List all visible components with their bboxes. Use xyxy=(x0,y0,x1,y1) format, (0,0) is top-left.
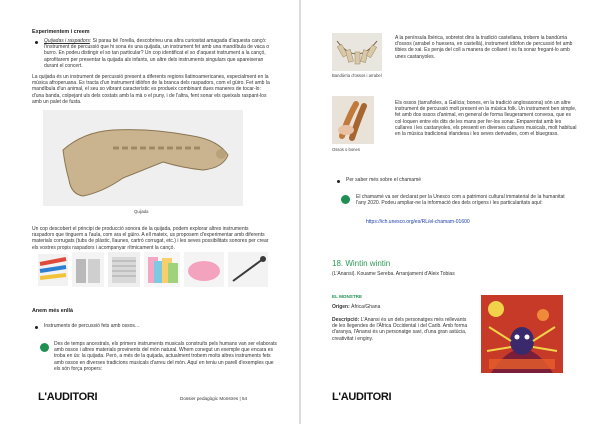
auditori-logo: L'AUDITORI xyxy=(332,391,392,403)
bullet-quijadas xyxy=(44,38,270,69)
monstre-tag: EL MONSTRE xyxy=(332,294,363,299)
footer-page-number: Dossier pedagògic Monstres | 54 xyxy=(180,396,248,401)
paragraph-bandurria: A la península Ibèrica, sobretot dins la tradició castellana, trobem la bandúrria d'ossos (arrabel o huesera, en castellà), instrument idiòfon de percussió fet amb tibies de xai. Es penja del coll a manera de collaret i es fa sonar fregant-lo amb unes castanyoles. xyxy=(395,35,573,60)
origin-line xyxy=(332,304,472,310)
anansi-illustration xyxy=(481,295,563,373)
bandurria-photo xyxy=(332,33,382,71)
paragraph-chamame: El chamamé va ser declarat per la Unesco com a patrimoni cultural immaterial de la humanitat l'any 2020. Podeu ampliar-ne la informació des dels orígens i les particularitats aquí: xyxy=(356,194,565,207)
bullet-instruments-ossos: Instruments de percussió fets amb ossos… xyxy=(44,323,140,329)
materials-photos xyxy=(38,249,268,289)
auditori-logo: L'AUDITORI xyxy=(38,391,98,403)
paragraph-ossos: Des de temps ancestrals, els primers instruments musicals construïts pels humans van ser elaborats amb ossos i altres materials provinents del món natural. Whem conegut un exemple que encara es troba en ús: la quijada. Però, a més de la quijada, actualment trobem molts altres instruments fets amb ossos en diverses tradicions musicals d'arreu del món. Aquí en teniu un parell d'exemples que els són força propers: xyxy=(54,341,277,372)
paragraph-quijada: La quijada és un instrument de percussió present a diferents regions llatinoamericanes, especialment en la música afroperuana. Es tracta d'un instrument idiòfon de la branca dels raspadors, com el güiro. Fet amb la mandíbula d'un animal, el seu so vibrant característic es produeix combinant dues maneres de tocar-lo: d'una banda, colpejant uls dels costats amb la mà o el puny, i de l'altra, fent sonar els queixals raspant-los amb un palet de fusta. xyxy=(32,74,270,105)
quijada-caption: Quijada xyxy=(134,209,149,214)
paragraph-ossos: Els ossos (tarrañoles, a Galícia; bones, en la tradició anglosaxona) són un altre instrument de percussió molt present en la música folk. Un instrument ben simple, fet amb dos ossos d'animal, en general de forma lleugerament convexa, que es col·loquen entre els dits de les mans per fer-los sonar. Emparentat amb les cullares i les castanyoles, els presenti en diverses cultures musicals, molt habitual en la música tradicional irlandesa i les seves derivades, com el bluegrass. xyxy=(395,100,577,138)
description xyxy=(332,317,472,342)
description-value: L'Anansi és un dels personatges més rellevants de les llegendes de l'Àfrica Occidental i del Carib. Amb forma d'aranya, l'Anansi és un personatge savi, d'una gran astúcia, creativitat i enginy. xyxy=(332,317,468,342)
ossos-caption: Ossos o bones xyxy=(332,147,360,152)
song-title: 18. Wintin wintin xyxy=(332,259,391,268)
green-circle-icon xyxy=(40,343,49,352)
bullet-dot xyxy=(35,326,38,329)
description-label: Descripció: xyxy=(332,317,360,323)
bullet-dot xyxy=(35,41,38,44)
quijada-photo xyxy=(43,110,243,206)
right-page xyxy=(301,0,600,424)
bullet-text: : Si parau bé l'orella, descobrireu una altra curiositat amagada d'aquesta cançó: l'instrument de percussió que hi sona és una quijada, un instrument fet amb una mandíbula de vaca o burro. En podeu distingir el so tan particular? Un cop identificat el so d'aquest instrument a la cançó, aprofitarem per presentar la quijada als infants, un altre dels instruments singulars que apareixeran durant el concert. xyxy=(44,38,269,69)
bullet-title: Quijadas i raspadors xyxy=(44,38,90,44)
bandurria-caption: Bandúrria d'ossos i arrabel xyxy=(332,73,382,78)
bullet-chamame: Per saber més sobre el chamamé xyxy=(346,177,422,183)
origin-value: Àfrica/Ghana xyxy=(349,304,381,310)
ossos-photo xyxy=(332,96,374,144)
left-page xyxy=(0,0,299,424)
paragraph-raspadors: Un cop descobert el principi de producció sonora de la quijada, podem explorar altres instruments raspadors que tinguem a l'aula, com ara el güiro. A ell mateix, us proposem d'experimentar amb diferents materials corrugats (tubs de plàstic, llaunes, cartró corrugat, etc.) i les seves possibilitats sonores per crear els vostres propis raspadors i acompanyar rítmicament la cançó. xyxy=(32,226,269,251)
bullet-dot xyxy=(337,180,340,183)
unesco-link[interactable]: https://ich.unesco.org/es/RL/el-chamam-01600 xyxy=(366,219,470,225)
origin-label: Origen: xyxy=(332,304,350,310)
song-credits: (L'Anansi). Kouame Sereba. Arranjament d'Aleix Tobias xyxy=(332,271,455,277)
heading-anem-mes-enlla: Anem més enllà xyxy=(32,308,74,314)
heading-experimentem: Experimentem i creem xyxy=(32,29,90,35)
green-circle-icon xyxy=(341,195,350,204)
